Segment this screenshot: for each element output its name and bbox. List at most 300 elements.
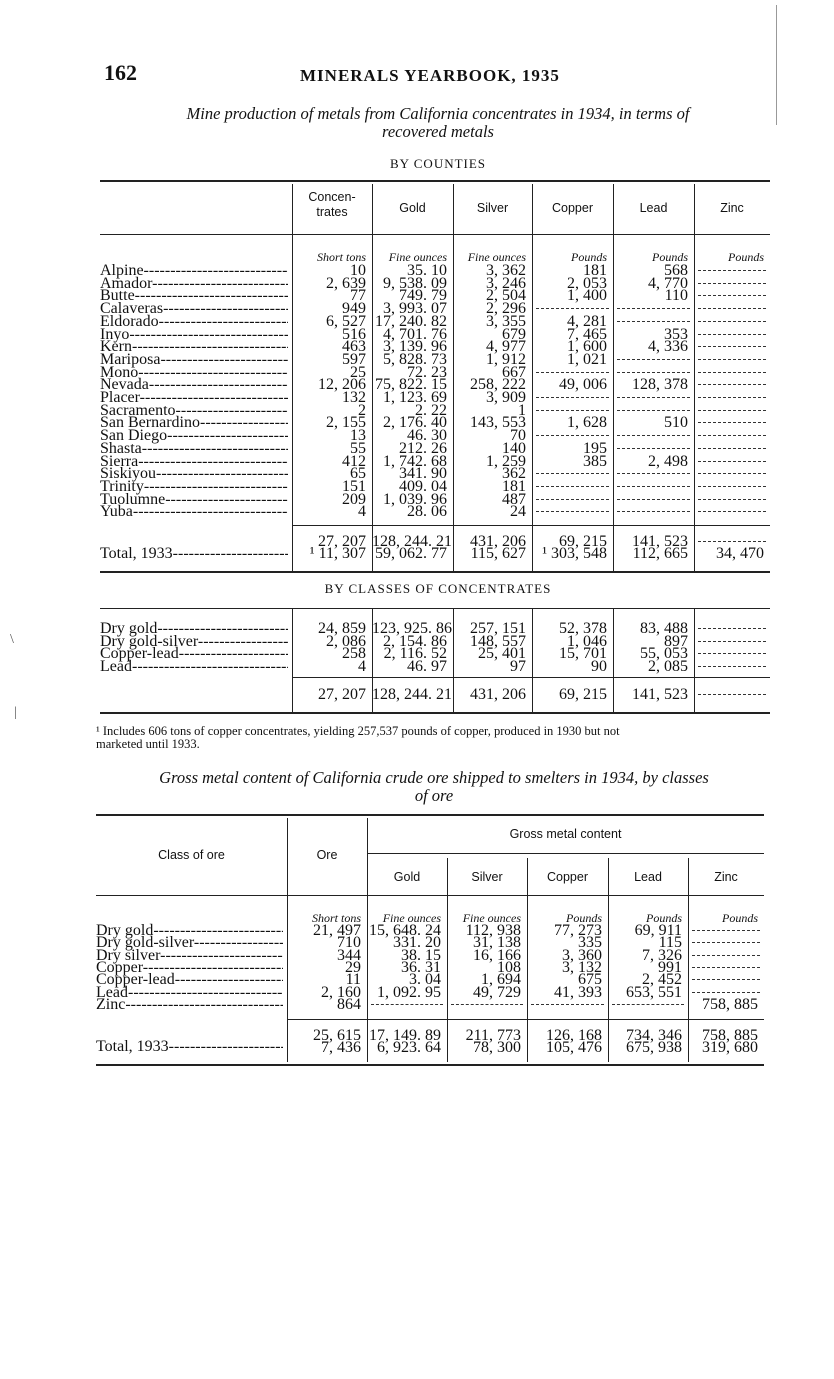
table1-section-rule <box>100 571 770 573</box>
empty-cell-leader <box>698 633 766 642</box>
table-cell: 46. 97 <box>407 658 447 676</box>
table-cell: 2, 086 <box>326 632 366 650</box>
table-cell: 6, 527 <box>326 312 366 330</box>
row-label: Amador ----- <box>100 275 288 293</box>
table-cell: 516 <box>342 325 366 343</box>
total-cell: 126, 168 <box>546 1027 602 1044</box>
margin-mark: | <box>14 705 17 720</box>
row-label: Placer ----- <box>100 389 288 407</box>
table-cell: 16, 166 <box>473 946 521 964</box>
total-1933-cell: 7, 436 <box>321 1039 361 1056</box>
empty-cell-leader <box>531 996 604 1005</box>
total-cell: 141, 523 <box>632 533 688 550</box>
column-divider <box>694 608 695 712</box>
table1-caption-line2: recovered metals <box>382 122 494 141</box>
table-cell: 949 <box>342 300 366 318</box>
empty-cell-leader <box>451 996 523 1005</box>
column-header: Copper <box>547 870 588 884</box>
table-cell: 3, 246 <box>486 274 526 292</box>
table-cell: 4, 281 <box>567 312 607 330</box>
unit-label: Pounds <box>646 911 682 925</box>
table-cell: 15, 701 <box>559 645 607 663</box>
table-cell: 7, 326 <box>642 946 682 964</box>
table1-class-rule <box>100 608 770 609</box>
table1-subtotal-rule <box>292 525 770 526</box>
table-cell: 2, 498 <box>648 452 688 470</box>
row-label: Dry silver ----- <box>96 947 283 965</box>
column-header: Lead <box>639 201 668 215</box>
total-cell: 758, 885 <box>702 1027 758 1044</box>
total-1933-cell: ¹ 11, 307 <box>309 545 366 562</box>
table-cell: 143, 553 <box>470 414 526 432</box>
table-cell: 24, 859 <box>318 620 366 637</box>
empty-cell-leader <box>617 491 690 500</box>
table1-top-rule <box>100 180 770 182</box>
table-cell: 1 <box>518 401 526 419</box>
empty-cell-leader <box>536 491 609 500</box>
table-cell: 2, 160 <box>321 983 361 1001</box>
empty-cell-leader <box>698 376 766 385</box>
empty-cell-leader <box>698 402 766 411</box>
empty-cell-leader <box>536 478 609 487</box>
total-1933-cell: 112, 665 <box>632 545 688 562</box>
total-cell: 128, 244. 21 <box>372 686 452 703</box>
footnote-line1: ¹ Includes 606 tons of copper concentrates, yielding 257,537 pounds of copper, produced in 1930 but not <box>96 724 620 738</box>
table-cell: 3, 355 <box>486 312 526 330</box>
empty-cell-leader <box>698 440 766 449</box>
table2-caption-line2: of ore <box>414 786 454 805</box>
table2-header-rule <box>96 895 764 896</box>
table-cell: 2, 504 <box>486 287 526 305</box>
section-by-classes: BY CLASSES OF CONCENTRATES <box>324 581 552 596</box>
table-cell: 140 <box>502 439 526 457</box>
row-label: Mono ----- <box>100 364 288 382</box>
table-cell: 181 <box>502 477 526 495</box>
row-label: Dry gold ----- <box>100 620 288 638</box>
table-cell: 11 <box>345 971 361 989</box>
empty-cell-leader <box>617 351 690 360</box>
empty-cell-leader <box>698 300 766 309</box>
table-cell: 55, 053 <box>640 645 688 663</box>
column-header: Gold <box>399 201 426 215</box>
empty-cell-leader <box>536 402 609 411</box>
table1-header-rule <box>100 234 770 235</box>
table-cell: 409. 04 <box>399 477 447 495</box>
empty-cell-leader <box>692 971 760 980</box>
table-cell: 13 <box>350 427 366 445</box>
table-cell: 65 <box>350 465 366 483</box>
empty-cell-leader <box>698 533 766 542</box>
empty-cell-leader <box>536 300 609 309</box>
total-cell: 17, 149. 89 <box>369 1027 441 1044</box>
table-cell: 212. 26 <box>399 439 447 457</box>
table-cell: 2, 116. 52 <box>383 645 447 663</box>
row-label: Sacramento ----- <box>100 402 288 420</box>
total-1933-label: Total, 1933 ----- <box>96 1038 283 1056</box>
table-cell: 710 <box>337 934 361 952</box>
empty-cell-leader <box>698 313 766 322</box>
footnote <box>96 725 768 751</box>
empty-cell-leader <box>692 984 760 993</box>
table-cell: 597 <box>342 350 366 368</box>
table1-class-subtotal-rule <box>292 677 770 678</box>
table-cell: 335 <box>578 934 602 952</box>
empty-cell-leader <box>617 503 690 512</box>
unit-label: Short tons <box>316 250 366 264</box>
row-label: Kern ----- <box>100 338 288 356</box>
empty-cell-leader <box>692 922 760 931</box>
total-1933-cell: 34, 470 <box>716 545 764 562</box>
total-cell: 27, 207 <box>318 533 366 550</box>
table-cell: 110 <box>664 287 688 305</box>
row-label: Siskiyou ----- <box>100 465 288 483</box>
total-cell: 211, 773 <box>465 1027 521 1044</box>
empty-cell-leader <box>698 275 766 284</box>
row-label: Lead ----- <box>96 984 283 1002</box>
table-cell: 2, 085 <box>648 658 688 676</box>
total-1933-cell: 78, 300 <box>473 1039 521 1056</box>
row-label: Copper-lead ----- <box>96 971 283 989</box>
table-cell: 2, 154. 86 <box>383 632 447 650</box>
table-cell: 1, 021 <box>567 350 607 368</box>
table-cell: 15, 648. 24 <box>369 922 441 939</box>
table-cell: 2, 639 <box>326 274 366 292</box>
unit-label: Pounds <box>571 250 607 264</box>
table-cell: 2 <box>358 401 366 419</box>
table-cell: 3, 993. 07 <box>383 300 447 318</box>
group-header: Gross metal content <box>509 827 622 841</box>
table-cell: 83, 488 <box>640 620 688 637</box>
table-cell: 568 <box>664 262 688 279</box>
table-cell: 331. 20 <box>393 934 441 952</box>
table1-caption-line1: Mine production of metals from California concentrates in 1934, in terms of <box>186 104 690 123</box>
row-label: Dry gold ----- <box>96 922 283 940</box>
ore-header: Ore <box>316 848 338 862</box>
table-cell: 5, 828. 73 <box>383 350 447 368</box>
table-cell: 112, 938 <box>465 922 521 939</box>
empty-cell-leader <box>698 658 766 667</box>
empty-cell-leader <box>617 389 690 398</box>
row-label: Sierra ----- <box>100 453 288 471</box>
empty-cell-leader <box>698 351 766 360</box>
empty-cell-leader <box>617 300 690 309</box>
row-label: Shasta ----- <box>100 440 288 458</box>
table2-caption-line1: Gross metal content of California crude ore shipped to smelters in 1934, by classes <box>159 768 709 787</box>
table-cell: 487 <box>502 490 526 508</box>
total-cell: 431, 206 <box>470 686 526 703</box>
table-cell: 3, 132 <box>562 958 602 976</box>
table-cell: 2, 053 <box>567 274 607 292</box>
table-cell: 41, 393 <box>554 983 602 1001</box>
table-cell: 258, 222 <box>470 376 526 394</box>
table-cell: 35. 10 <box>407 262 447 279</box>
table-cell: 72. 23 <box>407 363 447 381</box>
total-cell: 128, 244. 21 <box>372 533 452 550</box>
unit-label: Pounds <box>652 250 688 264</box>
table-cell: 653, 551 <box>626 983 682 1001</box>
table-cell: 1, 742. 68 <box>383 452 447 470</box>
table-cell: 90 <box>591 658 607 676</box>
page-number: 162 <box>104 60 137 85</box>
table-cell: 49, 729 <box>473 983 521 1001</box>
table-cell: 181 <box>583 262 607 279</box>
table-cell: 3, 362 <box>486 262 526 279</box>
total-1933-label: Total, 1933 ----- <box>100 545 288 563</box>
empty-cell-leader <box>617 465 690 474</box>
table-cell: 49, 006 <box>559 376 607 394</box>
total-1933-cell: 115, 627 <box>470 545 526 562</box>
total-1933-cell: 59, 062. 77 <box>375 545 447 562</box>
empty-cell-leader <box>698 389 766 398</box>
row-label: Alpine ----- <box>100 262 288 280</box>
empty-cell-leader <box>698 262 766 271</box>
column-header: Gold <box>393 870 421 884</box>
total-1933-cell: 319, 680 <box>702 1039 758 1056</box>
row-label: Mariposa ----- <box>100 351 288 369</box>
table-cell: 25, 401 <box>478 645 526 663</box>
table-cell: 1, 912 <box>486 350 526 368</box>
empty-cell-leader <box>617 313 690 322</box>
table-cell: 29 <box>345 958 361 976</box>
table-cell: 412 <box>342 452 366 470</box>
empty-cell-leader <box>698 287 766 296</box>
unit-label: Fine ounces <box>467 250 526 264</box>
empty-cell-leader <box>698 503 766 512</box>
table-cell: 1, 092. 95 <box>377 983 441 1001</box>
column-header: Silver <box>471 870 503 884</box>
empty-cell-leader <box>371 996 443 1005</box>
empty-cell-leader <box>617 402 690 411</box>
row-label: Zinc ----- <box>96 996 283 1014</box>
table-cell: 3. 04 <box>409 971 441 989</box>
row-label: Dry gold-silver ----- <box>100 633 288 651</box>
total-cell: 141, 523 <box>632 686 688 703</box>
table-cell: 97 <box>510 658 526 676</box>
table-cell: 463 <box>342 338 366 356</box>
table-cell: 897 <box>664 632 688 650</box>
row-label: Copper-lead ----- <box>100 645 288 663</box>
table2-subtotal-rule <box>287 1019 764 1020</box>
table-cell: 3, 909 <box>486 389 526 406</box>
row-label: Butte ----- <box>100 287 288 305</box>
row-label: Eldorado ----- <box>100 313 288 331</box>
empty-cell-leader <box>536 503 609 512</box>
empty-cell-leader <box>698 427 766 436</box>
empty-cell-leader <box>698 491 766 500</box>
table-cell: 55 <box>350 439 366 457</box>
column-header: Zinc <box>714 870 738 884</box>
row-label: Copper ----- <box>96 959 283 977</box>
row-label: Nevada ----- <box>100 376 288 394</box>
empty-cell-leader <box>698 620 766 629</box>
column-header: Silver <box>476 201 509 215</box>
table-cell: 1, 259 <box>486 452 526 470</box>
empty-cell-leader <box>698 645 766 654</box>
empty-cell-leader <box>698 453 766 462</box>
table-cell: 77 <box>350 287 366 305</box>
total-cell: 69, 215 <box>559 533 607 550</box>
table-cell: 675 <box>578 971 602 989</box>
total-1933-cell: 105, 476 <box>546 1039 602 1056</box>
empty-cell-leader <box>698 465 766 474</box>
empty-cell-leader <box>612 996 684 1005</box>
empty-cell-leader <box>536 389 609 398</box>
empty-cell-leader <box>617 478 690 487</box>
table-cell: 148, 557 <box>470 632 526 650</box>
table-cell: 1, 039. 96 <box>383 490 447 508</box>
column-header: Concen- trates <box>308 190 356 219</box>
total-cell: 27, 207 <box>318 686 366 703</box>
table-cell: 679 <box>502 325 526 343</box>
table-cell: 258 <box>342 645 366 663</box>
row-label: San Bernardino ----- <box>100 414 288 432</box>
table-cell: 69, 911 <box>634 922 682 939</box>
table-cell: 344 <box>337 946 361 964</box>
table-cell: 3, 360 <box>562 946 602 964</box>
table-cell: 2, 176. 40 <box>383 414 447 432</box>
table-cell: 70 <box>510 427 526 445</box>
table-cell: 2, 452 <box>642 971 682 989</box>
row-label: Dry gold-silver ----- <box>96 934 283 952</box>
table-cell: 38. 15 <box>401 946 441 964</box>
empty-cell-leader <box>698 478 766 487</box>
table-cell: 758, 885 <box>702 995 758 1013</box>
table-cell: 667 <box>502 363 526 381</box>
table-cell: 9, 538. 09 <box>383 274 447 292</box>
empty-cell-leader <box>692 947 760 956</box>
table-cell: 353 <box>664 325 688 343</box>
table-cell: 77, 273 <box>554 922 602 939</box>
row-label: Yuba ----- <box>100 503 288 521</box>
empty-cell-leader <box>536 465 609 474</box>
table-cell: 25 <box>350 363 366 381</box>
table-cell: 52, 378 <box>559 620 607 637</box>
total-cell: 25, 615 <box>313 1027 361 1044</box>
row-label: Tuolumne ----- <box>100 491 288 509</box>
table-cell: 36. 31 <box>401 958 441 976</box>
table-cell: 7, 465 <box>567 325 607 343</box>
column-header: Copper <box>552 201 593 215</box>
row-label: Trinity ----- <box>100 478 288 496</box>
table-cell: 749. 79 <box>399 287 447 305</box>
table-cell: 1, 123. 69 <box>383 389 447 406</box>
total-cell: 431, 206 <box>470 533 526 550</box>
table-cell: 510 <box>664 414 688 432</box>
unit-label: Pounds <box>722 911 758 925</box>
table-cell: 864 <box>337 995 361 1013</box>
table-cell: 1, 400 <box>567 287 607 305</box>
unit-label: Short tons <box>311 911 361 925</box>
table-cell: 123, 925. 86 <box>372 620 452 637</box>
table-cell: 257, 151 <box>470 620 526 637</box>
running-title: MINERALS YEARBOOK, 1935 <box>300 66 560 85</box>
table-cell: 2, 155 <box>326 414 366 432</box>
empty-cell-leader <box>698 686 766 695</box>
row-label: Lead ----- <box>100 658 288 676</box>
table-cell: 4 <box>358 503 366 521</box>
table-cell: 1, 600 <box>567 338 607 356</box>
table-cell: 24 <box>510 503 526 521</box>
empty-cell-leader <box>536 427 609 436</box>
section-by-counties: BY COUNTIES <box>389 156 487 171</box>
empty-cell-leader <box>617 440 690 449</box>
unit-label: Fine ounces <box>382 911 441 925</box>
unit-label: Fine ounces <box>388 250 447 264</box>
table-cell: 151 <box>342 477 366 495</box>
empty-cell-leader <box>692 959 760 968</box>
table-cell: 115 <box>658 934 682 952</box>
class-of-ore-header: Class of ore <box>158 848 225 862</box>
table-cell: 12, 206 <box>318 376 366 394</box>
table-cell: 4, 336 <box>648 338 688 356</box>
unit-label: Fine ounces <box>462 911 521 925</box>
empty-cell-leader <box>536 364 609 373</box>
total-cell: 69, 215 <box>559 686 607 703</box>
table-cell: 1, 046 <box>567 632 607 650</box>
footnote-line2: marketed until 1933. <box>96 737 200 751</box>
table-cell: 1, 694 <box>481 971 521 989</box>
table-cell: 132 <box>342 389 366 406</box>
empty-cell-leader <box>617 427 690 436</box>
empty-cell-leader <box>617 364 690 373</box>
empty-cell-leader <box>698 364 766 373</box>
table-cell: 4, 701. 76 <box>383 325 447 343</box>
margin-line <box>776 5 777 125</box>
table-cell: 4, 770 <box>648 274 688 292</box>
unit-label: Pounds <box>566 911 602 925</box>
row-label: San Diego ----- <box>100 427 288 445</box>
column-header: Zinc <box>720 201 744 215</box>
table-cell: 4 <box>358 658 366 676</box>
empty-cell-leader <box>698 326 766 335</box>
total-1933-cell: 6, 923. 64 <box>377 1039 441 1056</box>
empty-cell-leader <box>692 934 760 943</box>
total-1933-cell: 675, 938 <box>626 1039 682 1056</box>
total-cell: 734, 346 <box>626 1027 682 1044</box>
table-cell: 31, 138 <box>473 934 521 952</box>
table2-top-rule <box>96 814 764 816</box>
table-cell: 21, 497 <box>313 922 361 939</box>
table-cell: 17, 240. 82 <box>375 312 447 330</box>
table-cell: 75, 822. 15 <box>375 376 447 394</box>
table-cell: 195 <box>583 439 607 457</box>
table-cell: 341. 90 <box>399 465 447 483</box>
table2-bottom-rule <box>96 1064 764 1066</box>
unit-label: Pounds <box>728 250 764 264</box>
row-label: Calaveras ----- <box>100 300 288 318</box>
row-label: Inyo ----- <box>100 326 288 344</box>
table-cell: 28. 06 <box>407 503 447 521</box>
margin-mark: \ <box>10 632 14 647</box>
table-cell: 2. 22 <box>415 401 447 419</box>
empty-cell-leader <box>698 338 766 347</box>
table-cell: 362 <box>502 465 526 483</box>
table-cell: 10 <box>350 262 366 279</box>
table1-bottom-rule <box>100 712 770 714</box>
table-cell: 2, 296 <box>486 300 526 318</box>
table-cell: 4, 977 <box>486 338 526 356</box>
table-cell: 108 <box>497 958 521 976</box>
empty-cell-leader <box>698 414 766 423</box>
column-divider <box>694 184 695 571</box>
table-cell: 209 <box>342 490 366 508</box>
table-cell: 128, 378 <box>632 376 688 394</box>
table-cell: 991 <box>658 958 682 976</box>
table-cell: 3, 139. 96 <box>383 338 447 356</box>
table-cell: 46. 30 <box>407 427 447 445</box>
table-cell: 1, 628 <box>567 414 607 432</box>
group-header-rule <box>367 853 764 854</box>
